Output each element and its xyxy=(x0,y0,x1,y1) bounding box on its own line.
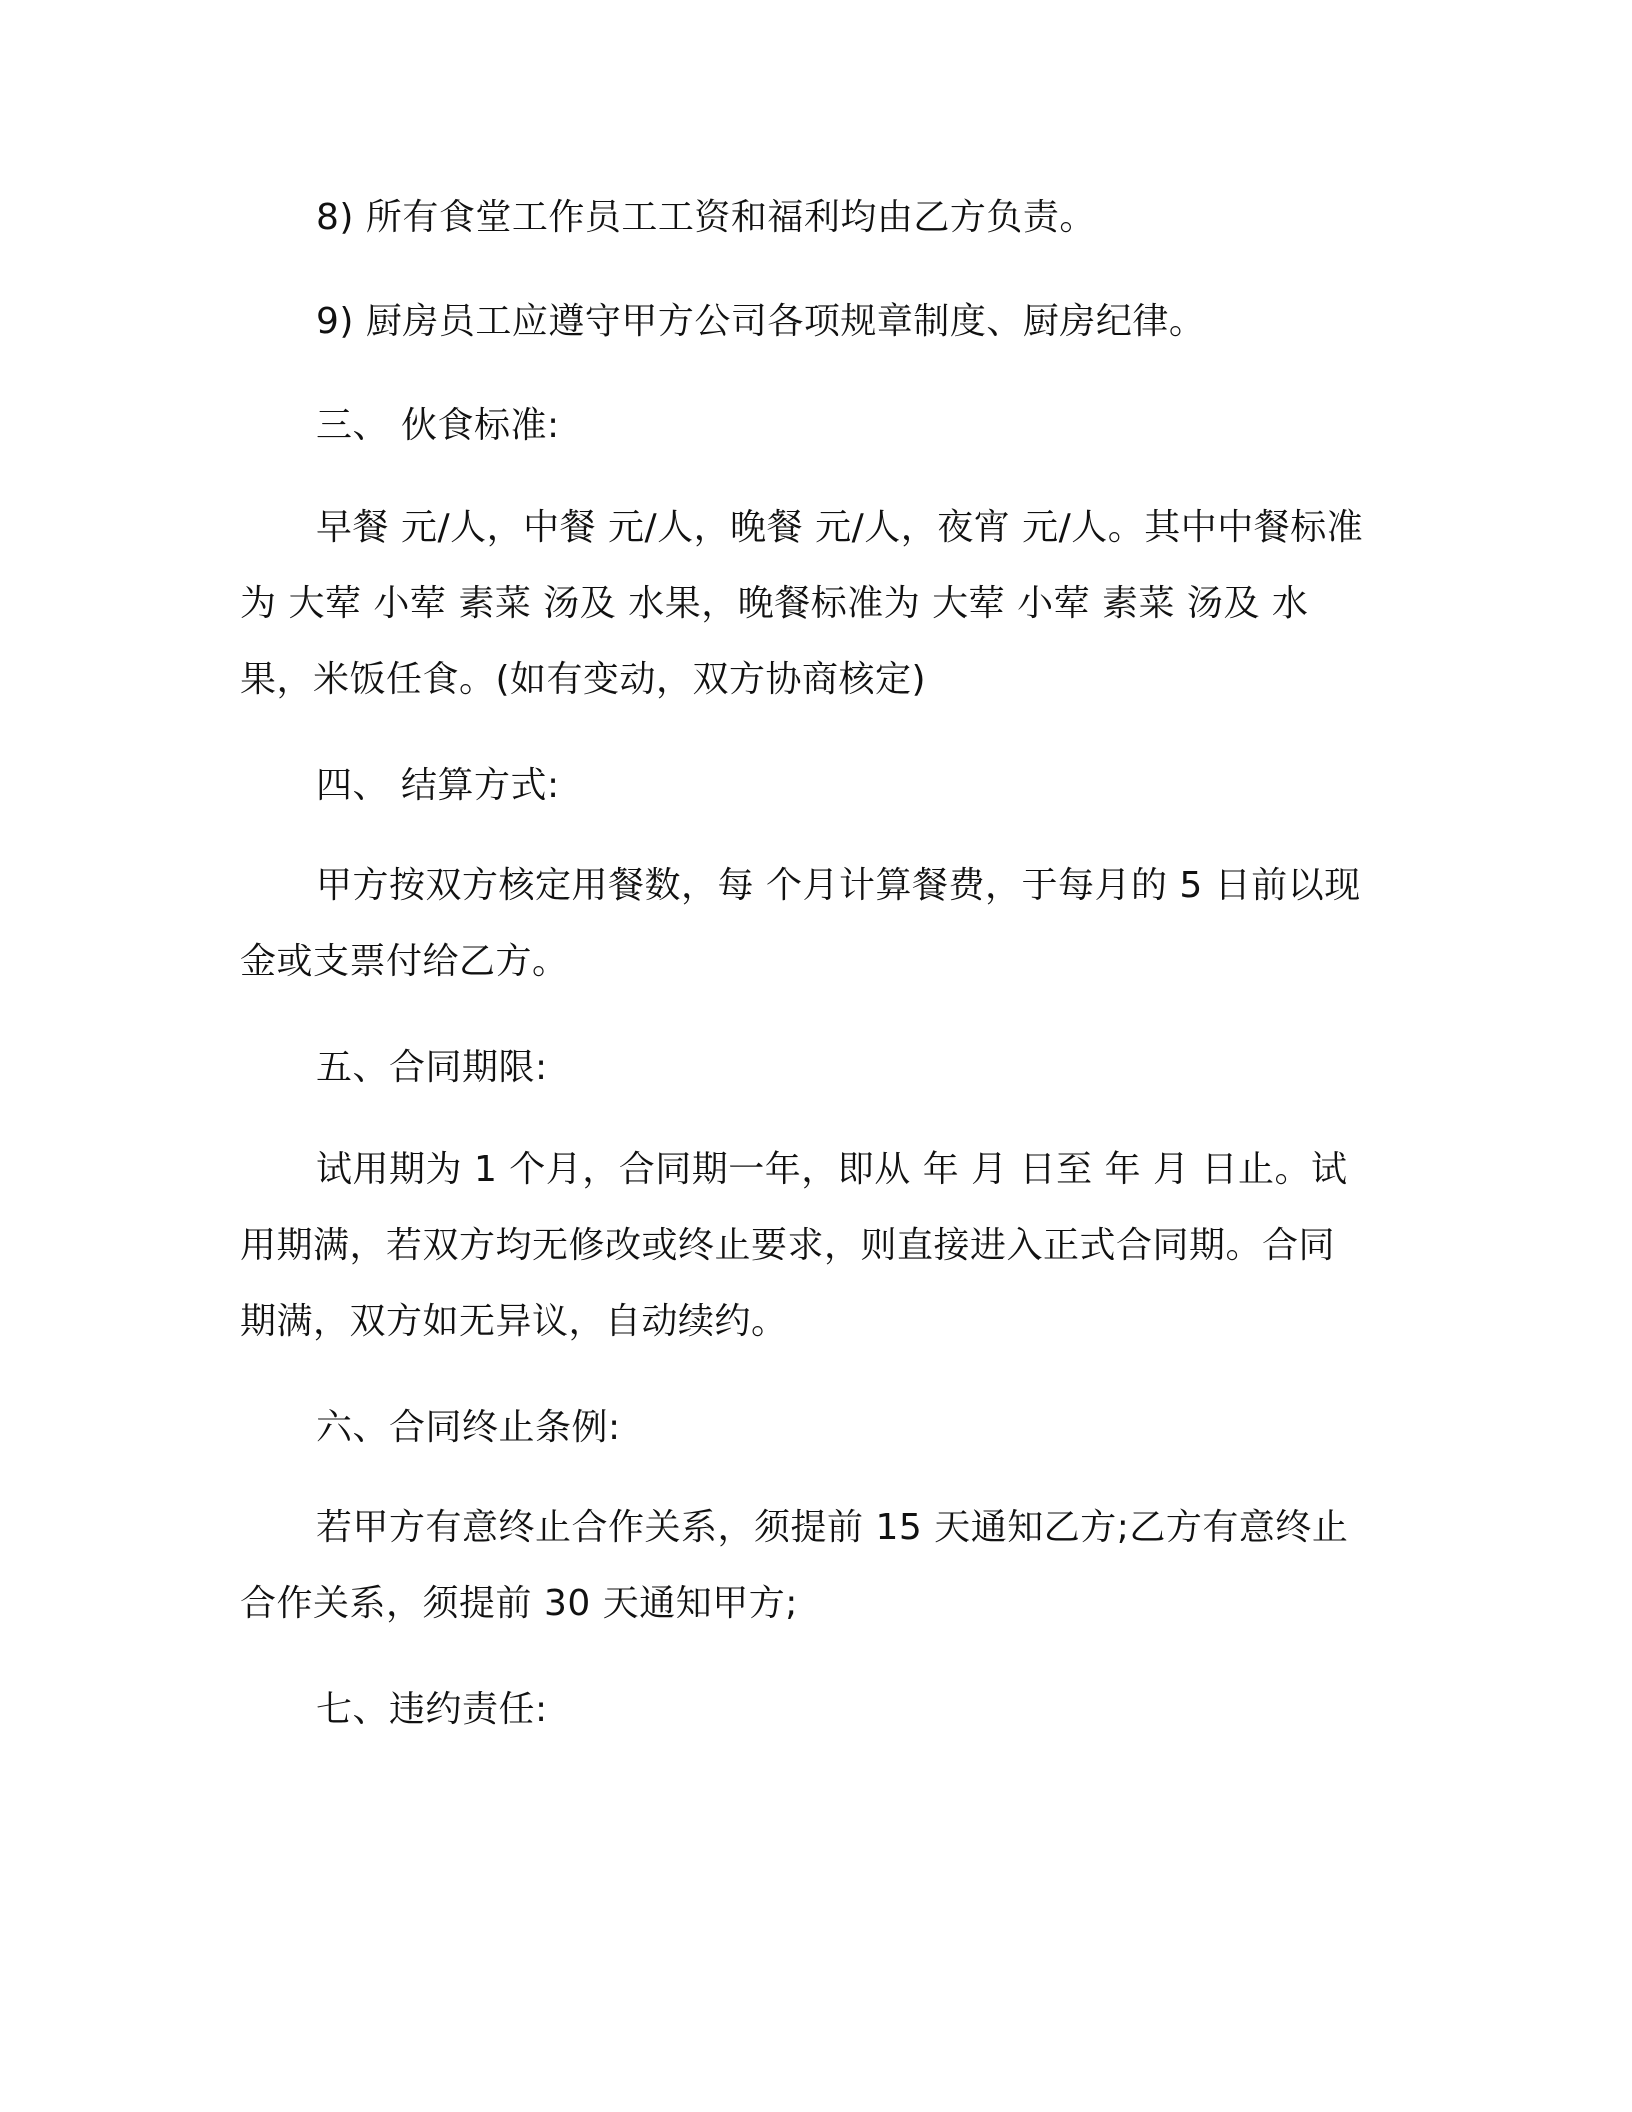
section-3-heading: 三、 伙食标准: xyxy=(316,405,560,446)
clause-8-staff-wages: 8) 所有食堂工作员工工资和福利均由乙方负责。 xyxy=(316,197,1096,238)
section-4-heading: 四、 结算方式: xyxy=(316,765,560,806)
section-6-heading: 六、合同终止条例: xyxy=(316,1407,621,1448)
section-6-body: 若甲方有意终止合作关系，须提前 15 天通知乙方;乙方有意终止合作关系，须提前 30 天通知甲方; xyxy=(240,1507,1349,1624)
section-5-body: 试用期为 1 个月，合同期一年，即从 年 月 日至 年 月 日止。试用期满，若双方均无修改或终止要求，则直接进入正式合同期。合同期满，双方如无异议，自动续约。 xyxy=(240,1149,1348,1342)
section-5-heading: 五、合同期限: xyxy=(316,1047,548,1088)
section-3-body: 早餐 元/人，中餐 元/人，晚餐 元/人，夜宵 元/人。其中中餐标准为 大荤 小荤 素菜 汤及 水果，晚餐标准为 大荤 小荤 素菜 汤及 水果，米饭任食。(如有变动，双方协商核定) xyxy=(240,507,1364,700)
clause-9-kitchen-rules: 9) 厨房员工应遵守甲方公司各项规章制度、厨房纪律。 xyxy=(316,301,1206,342)
section-7-heading: 七、违约责任: xyxy=(316,1689,548,1730)
section-4-body: 甲方按双方核定用餐数，每 个月计算餐费，于每月的 5 日前以现金或支票付给乙方。 xyxy=(240,865,1361,982)
